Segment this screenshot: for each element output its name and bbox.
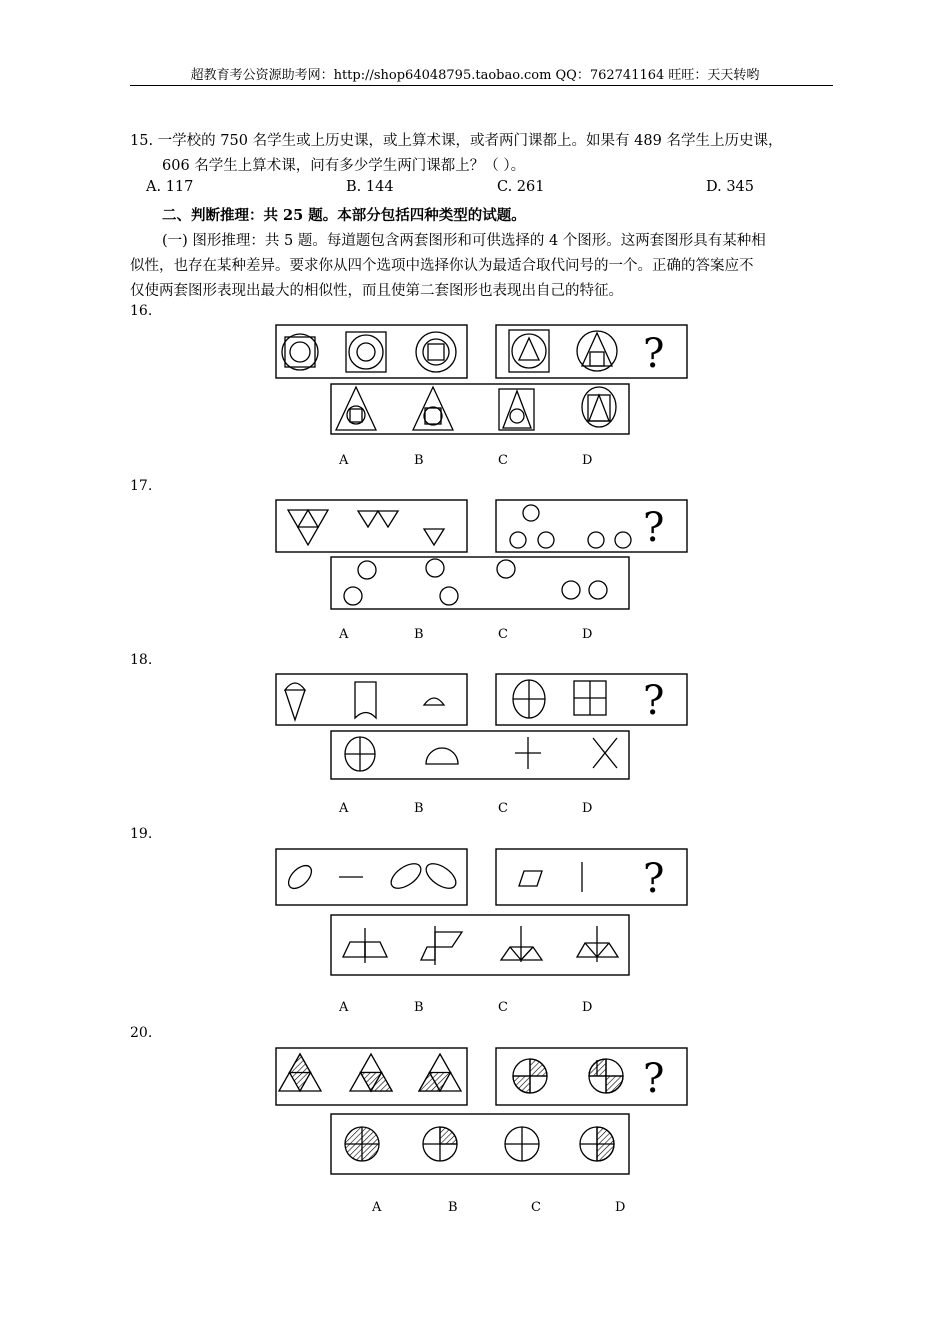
q20-question-mark: ? <box>643 1056 665 1102</box>
q20-option-d-figure <box>580 1127 614 1161</box>
q17-label-b: B <box>414 627 424 642</box>
q20-label-a: A <box>372 1200 382 1215</box>
q20-set2-fig1 <box>513 1059 547 1093</box>
section-heading: 二、判断推理：共 25 题。本部分包括四种类型的试题。 <box>162 207 526 224</box>
q15-option-c: C. 261 <box>497 179 545 195</box>
q16-label-c: C <box>498 453 508 468</box>
q16-label-b: B <box>414 453 424 468</box>
q15-option-a: A. 117 <box>146 179 194 195</box>
q15-stem-line1: 15. 一学校的 750 名学生或上历史课，或上算术课，或者两门课都上。如果有 489 名学生上历史课， <box>130 133 783 149</box>
q20-option-c-figure <box>505 1127 539 1161</box>
q19-question-mark: ? <box>643 856 665 902</box>
q18-number: 18. <box>130 652 153 668</box>
page-header: 超教育考公资源助考网：http://shop64048795.taobao.com QQ：762741164 旺旺：天天转哟 <box>190 68 760 83</box>
q18-label-a: A <box>339 801 349 816</box>
q20-label-c: C <box>531 1200 541 1215</box>
q18-question-mark: ? <box>643 678 665 724</box>
q19-number: 19. <box>130 826 153 842</box>
q19-label-d: D <box>582 1000 593 1015</box>
q20-number: 20. <box>130 1025 153 1041</box>
q15-option-d: D. 345 <box>706 179 755 195</box>
q20-option-b-figure <box>423 1127 457 1161</box>
q19-label-c: C <box>498 1000 508 1015</box>
q15-stem-line2: 606 名学生上算术课，问有多少学生两门课都上？（ ）。 <box>162 158 526 174</box>
q20-label-b: B <box>448 1200 458 1215</box>
section-intro-line2: 似性，也存在某种差异。要求你从四个选项中选择你认为最适合取代问号的一个。正确的答案应不 <box>130 258 754 274</box>
q17-number: 17. <box>130 478 153 494</box>
q17-label-d: D <box>582 627 593 642</box>
q17-question-mark: ? <box>643 505 665 551</box>
q16-label-a: A <box>339 453 349 468</box>
q17-label-c: C <box>498 627 508 642</box>
q18-label-c: C <box>498 801 508 816</box>
q17-label-a: A <box>339 627 349 642</box>
q18-label-b: B <box>414 801 424 816</box>
section-intro-line1: (一) 图形推理：共 5 题。每道题包含两套图形和可供选择的 4 个图形。这两套图形具有某种相 <box>162 233 766 249</box>
q16-question-mark: ? <box>643 331 665 377</box>
q20-label-d: D <box>615 1200 626 1215</box>
q20-set2-fig2 <box>589 1059 623 1093</box>
q15-option-b: B. 144 <box>346 179 394 195</box>
q16-number: 16. <box>130 303 153 319</box>
q19-label-a: A <box>339 1000 349 1015</box>
q16-label-d: D <box>582 453 593 468</box>
q20-option-a-figure <box>345 1127 379 1161</box>
section-intro-line3: 仅使两套图形表现出最大的相似性，而且使第二套图形也表现出自己的特征。 <box>130 283 623 299</box>
q19-label-b: B <box>414 1000 424 1015</box>
q18-label-d: D <box>582 801 593 816</box>
